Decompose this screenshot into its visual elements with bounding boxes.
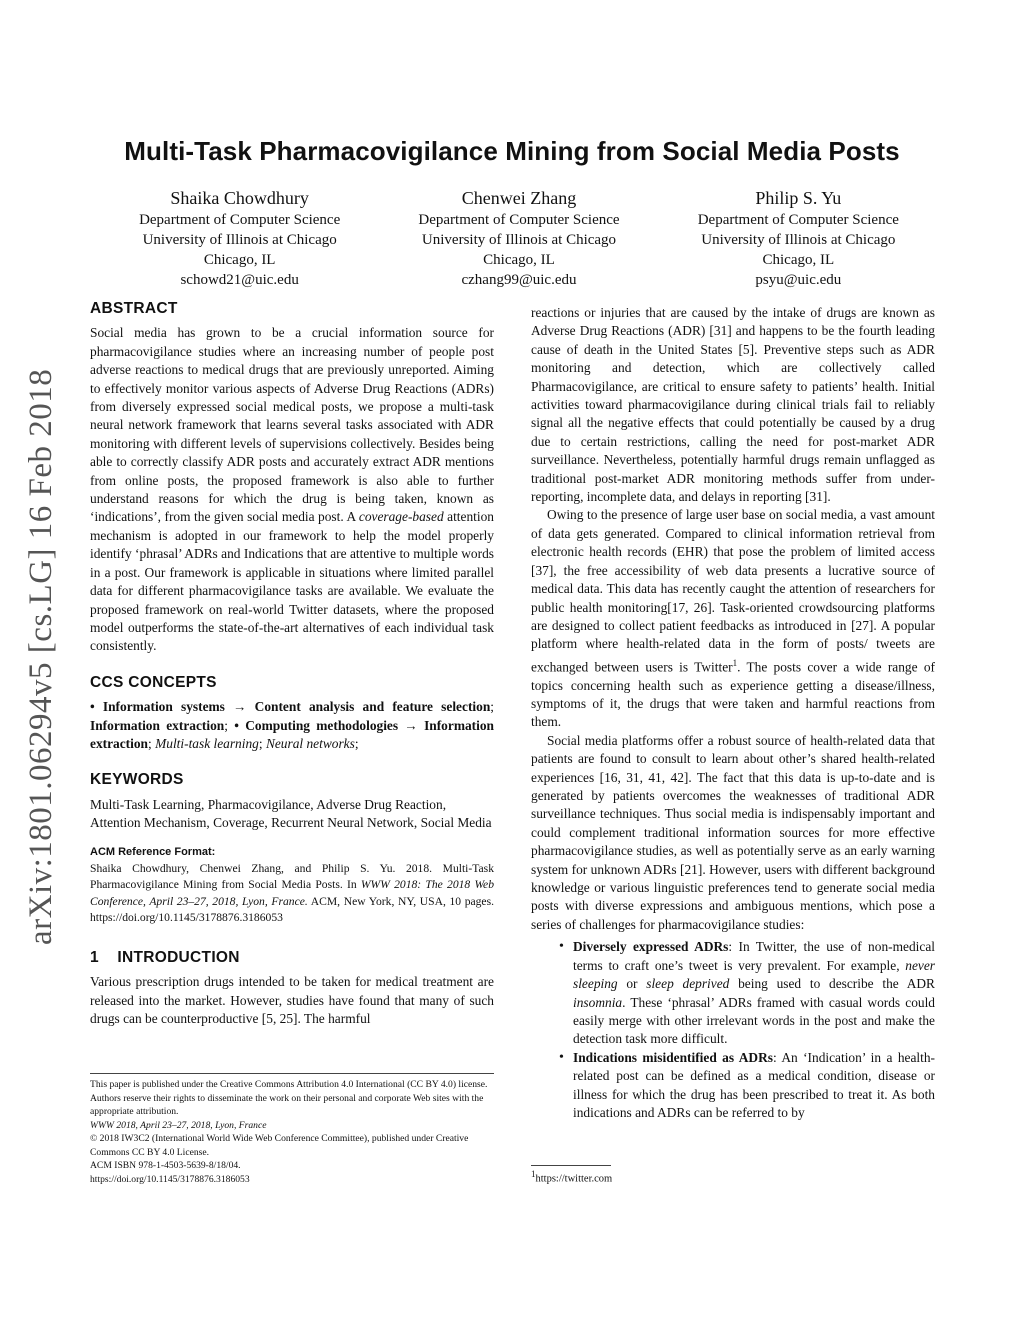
- venue-note: WWW 2018, April 23–27, 2018, Lyon, France: [90, 1119, 267, 1131]
- author-email[interactable]: czhang99@uic.edu: [461, 272, 577, 288]
- ccs-text: • Information systems → Content analysis and feature selection; Information extraction; • Computing methodologies → Information extraction; Multi-task learning; Neural networks;: [90, 699, 494, 751]
- list-item: • Diversely expressed ADRs: In Twitter, the use of non-medical terms to craft one’s tweet is very prevalent. For example, never sleeping or sleep deprived being used to describe the ADR insomnia. These ‘phrasal’ ADRs framed with casual words could easily merge with other irrelevant words in the post and make the detection task more difficult.: [559, 939, 935, 1047]
- keywords-heading: KEYWORDS: [90, 771, 184, 789]
- author-dept: Department of Computer Science: [139, 212, 341, 228]
- author-dept: Department of Computer Science: [418, 212, 620, 228]
- left-column: [90, 300, 494, 1029]
- isbn-note: ACM ISBN 978-1-4503-5639-8/18/04.: [90, 1160, 241, 1171]
- challenge-list: [531, 938, 935, 1122]
- author-2: [379, 186, 658, 290]
- author-name: Shaika Chowdhury: [170, 188, 309, 208]
- acm-ref-text: Shaika Chowdhury, Chenwei Zhang, and Philip S. Yu. 2018. Multi-Task Pharmacovigilance Mining from Social Media Posts. In WWW 2018: The 2018 Web Conference, April 23–27, 2018, Lyon, France. ACM, New York, NY, USA, 10 pages. https://doi.org/10.1145/3178876.3186053: [90, 861, 495, 925]
- list-item: • Indications misidentified as ADRs: An ‘Indication’ in a health-related post can be defined as a medical condition, disease or illness for which the drug has been prescribed to treat it. As both indications and ADRs can be referred to by: [559, 1049, 935, 1120]
- author-3: [659, 186, 938, 290]
- arxiv-stamp: arXiv:1801.06294v5 [cs.LG] 16 Feb 2018: [23, 368, 59, 945]
- bullet-icon: •: [559, 1049, 564, 1065]
- acm-ref-heading: ACM Reference Format:: [90, 845, 216, 858]
- abstract-heading: ABSTRACT: [90, 300, 178, 317]
- abstract-text: Social media has grown to be a crucial information source for pharmacovigilance studies where an increasing number of people post adverse reactions to medical drugs that are previously unreported. Aiming to effectively monitor various aspects of Adverse Drug Reactions (ADRs) from diversely expressed social medical posts, we propose a multi-task neural network framework that learns several tasks associated with ADR monitoring with different levels of supervisions collectively. Besides being able to correctly classify ADR posts and accurately extract ADR mentions from online posts, the proposed framework is also able to further understand reasons for which the drug is being taken, known as ‘indications’, from the given social media post. A coverage-based attention mechanism is adopted in our framework to help the model properly identify ‘phrasal’ ADRs and Indications that are attentive to multiple words in a post. Our framework is applicable in situations where limited parallel data for different pharmacovigilance tasks are available. We evaluate the proposed framework on real-world Twitter datasets, where the proposed model outperforms the state-of-the-art alternatives of each individual task consistently.: [90, 325, 494, 654]
- copyright-footnote: [90, 1073, 494, 1186]
- ccs-heading: CCS CONCEPTS: [90, 673, 217, 691]
- author-name: Chenwei Zhang: [461, 188, 577, 208]
- intro-paragraph: Various prescription drugs intended to be taken for medical treatment are released into the market. However, studies have found that many of such drugs can be counterproductive [5, 25]. The harmful: [90, 974, 494, 1027]
- author-univ: University of Illinois at Chicago: [421, 232, 617, 248]
- paper-title: Multi-Task Pharmacovigilance Mining from Social Media Posts: [124, 136, 900, 166]
- author-dept: Department of Computer Science: [697, 212, 899, 228]
- author-univ: University of Illinois at Chicago: [142, 232, 337, 248]
- body-paragraph: Owing to the presence of large user base on social media, a vast amount of data gets generated. Compared to clinical information retrieval from electronic health records (EHR) that pose the problem of limited access [37], the free accessibility of web data presents a lucrative source of medical data. This data has recently caught the attention of researchers for public health monitoring[17, 26]. Task-oriented crowdsourcing platforms are designed to collect patient feedbacks as introduced in [27]. A popular platform where health-related data in the form of posts/ tweets are exchanged between users is Twitter$^1$. The posts cover a wide range of topics concerning health such as experience getting a disease/illness, symptoms of it, the drugs that were taken and harmful reactions from them.: [531, 507, 935, 730]
- twitter-link[interactable]: https://twitter.com: [535, 1173, 613, 1185]
- doi-link[interactable]: https://doi.org/10.1145/3178876.3186053: [90, 1173, 250, 1185]
- author-email[interactable]: schowd21@uic.edu: [180, 272, 299, 288]
- right-column: [531, 304, 935, 1122]
- author-univ: University of Illinois at Chicago: [701, 232, 896, 248]
- author-block: [100, 186, 938, 290]
- license-note: This paper is published under the Creative Commons Attribution 4.0 International (CC BY 4.0) license. Authors reserve their rights to disseminate the work on their personal and corporate Web sites with the appropriate attribution.: [90, 1079, 488, 1117]
- body-paragraph: Social media platforms offer a robust source of health-related data that patients are found to consult to learn about other’s shared health-related experiences [16, 31, 41, 42]. The fact that this data is up-to-date and is generated by patients overcomes the weaknesses of traditional ADR surveillance techniques. Thus social media is indispensably important and could complement traditional information sources for more effective pharmacovigilance studies, as well as potentially serve as an early warning system for unknown ADRs [21]. However, users with different background knowledge or various linguistic preferences tend to generate social media posts with diverse expressions and ambiguous mentions, which pose a series of challenges for pharmacovigilance studies:: [531, 732, 935, 932]
- bullet-icon: •: [559, 939, 564, 955]
- twitter-footnote: $^1$https://twitter.com: [531, 1165, 611, 1185]
- author-loc: Chicago, IL: [203, 252, 276, 268]
- author-email[interactable]: psyu@uic.edu: [755, 272, 842, 288]
- author-loc: Chicago, IL: [762, 252, 835, 268]
- author-name: Philip S. Yu: [755, 188, 842, 208]
- copyright-note: © 2018 IW3C2 (International World Wide Web Conference Committee), published under Creative Commons CC BY 4.0 License.: [90, 1133, 469, 1158]
- author-loc: Chicago, IL: [483, 252, 555, 268]
- intro-heading: 1 INTRODUCTION: [90, 948, 240, 966]
- body-paragraph: reactions or injuries that are caused by the intake of drugs are known as Adverse Drug Reactions (ADR) [31] and happens to be the fourth leading cause of death in the United States [5]. Preventive steps such as ADR monitoring and detection, which are collectively called Pharmacovigilance, are critical to ensure safety to patients’ health. Initial activities toward pharmacovigilance during clinical trials fail to reliably signal all the negative effects that could potentially be caused by a drug due to certain restrictions, calling the need for post-market ADR surveillance. Nevertheless, potentially harmful drugs remain unflagged as traditional post-market ADR monitoring methods suffer from under-reporting, incomplete data, and delays in reporting [31].: [531, 305, 935, 505]
- author-1: [100, 186, 379, 290]
- keywords-text: Multi-Task Learning, Pharmacovigilance, Adverse Drug Reaction, Attention Mechanism, Coverage, Recurrent Neural Network, Social Media: [90, 796, 492, 831]
